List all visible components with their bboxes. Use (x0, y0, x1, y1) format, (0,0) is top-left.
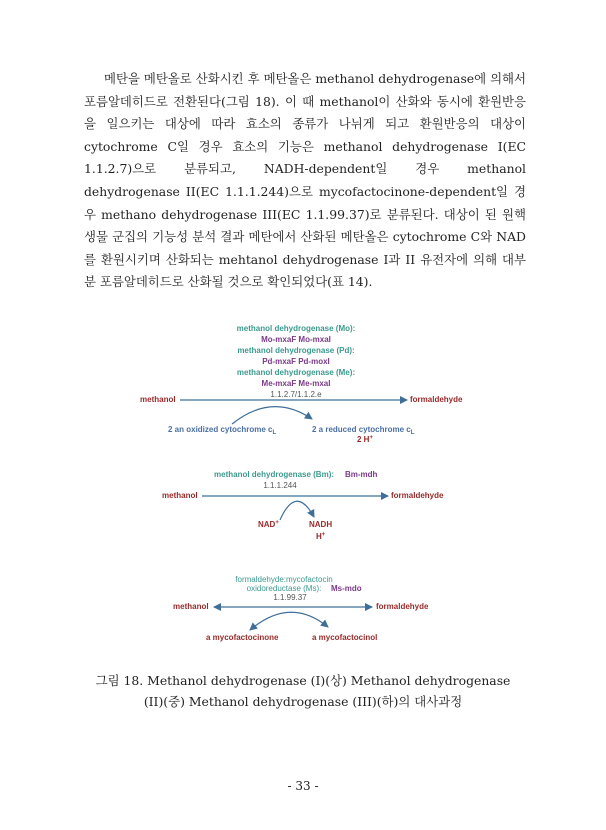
enzyme-label-mo: methanol dehydrogenase (Mo): (236, 324, 356, 333)
byproduct-proton: H+ (316, 532, 326, 541)
ec-number: 1.1.2.7/1.1.2.e (270, 390, 322, 399)
gene-label-ms: Ms-mdo (331, 584, 362, 593)
reaction-mdh-iii (173, 575, 429, 642)
enzyme-label-ms-line2: oxidoreductase (Ms): (246, 584, 322, 593)
caption-line-2: (II)(중) Methanol dehydrogenase (III)(하)의 대사과정 (143, 694, 463, 709)
enzyme-label-bm: methanol dehydrogenase (Bm): (214, 470, 335, 479)
product-formaldehyde: formaldehyde (376, 602, 429, 611)
cofactor-nad: NAD+ (258, 520, 279, 529)
page-number: - 33 - (287, 779, 319, 793)
enzyme-label-pd: methanol dehydrogenase (Pd): (237, 346, 355, 355)
product-formaldehyde: formaldehyde (391, 491, 444, 500)
gene-label-bm: Bm-mdh (345, 470, 378, 479)
cofactor-mycofactocinol: a mycofactocinol (312, 633, 378, 642)
caption-line-1: 그림 18. Methanol dehydrogenase (I)(상) Methanol dehydrogenase (95, 673, 511, 688)
ec-number: 1.1.99.37 (273, 593, 307, 602)
reaction-mdh-ii (162, 470, 444, 541)
cofactor-arrow (232, 407, 312, 424)
cofactor-reduced-cytochrome: 2 a reduced cytochrome $c_L$ (312, 425, 415, 436)
cofactor-nadh: NADH (309, 520, 333, 529)
ec-number: 1.1.1.244 (263, 481, 297, 490)
byproduct-proton: 2 H+ (357, 435, 373, 444)
body-paragraph: 메탄을 메탄올로 산화시킨 후 메탄올은 methanol dehydrogenase에 의해서 포름알데히드로 전환된다(그림 18). 이 때 methanol이 산화와 동시에 환원반응을 일으키는 대상에 따라 효소의 종류가 나뉘게 되고 환원반응의 대상이 cytochrome C일 경우 효소의 기능은 methanol dehydrogenase I(EC 1.1.2.7)으로 분류되고, NADH-dependent일 경우 methanol dehydrogenase II(EC 1.1.1.244)으로 mycofactocinone-dependent일 경우 methano dehydrogenase III(EC 1.1.99.37)로 분류된다. 대상이 된 원핵생물 군집의 기능성 분석 결과 메탄에서 산화된 메탄올은 cytochrome C와 NAD를 환원시키며 산화되는 mehtanol dehydrogenase I과 II 유전자에 의해 대부분 포름알데히드로 산화될 것으로 확인되었다(표 14). (84, 71, 526, 290)
cofactor-arrow (250, 612, 328, 630)
cofactor-oxidized-cytochrome: 2 an oxidized cytochrome $c_L$ (168, 425, 277, 436)
figure-caption (60, 670, 546, 712)
cofactor-arrow (280, 501, 314, 520)
substrate-methanol: methanol (162, 491, 198, 500)
substrate-methanol: methanol (140, 395, 176, 404)
enzyme-label-me: methanol dehydrogenase (Me): (236, 368, 356, 377)
substrate-methanol: methanol (173, 602, 209, 611)
gene-label-mo: Mo-mxaF Mo-mxaI (261, 335, 331, 344)
enzyme-label-ms-line1: formaldehyde:mycofactocin (235, 575, 333, 584)
gene-label-me: Me-mxaF Me-mxaI (261, 379, 331, 388)
cofactor-mycofactocinone: a mycofactocinone (206, 633, 279, 642)
product-formaldehyde: formaldehyde (410, 395, 463, 404)
gene-label-pd: Pd-mxaF Pd-moxI (262, 357, 330, 366)
reaction-mdh-i (140, 324, 463, 444)
